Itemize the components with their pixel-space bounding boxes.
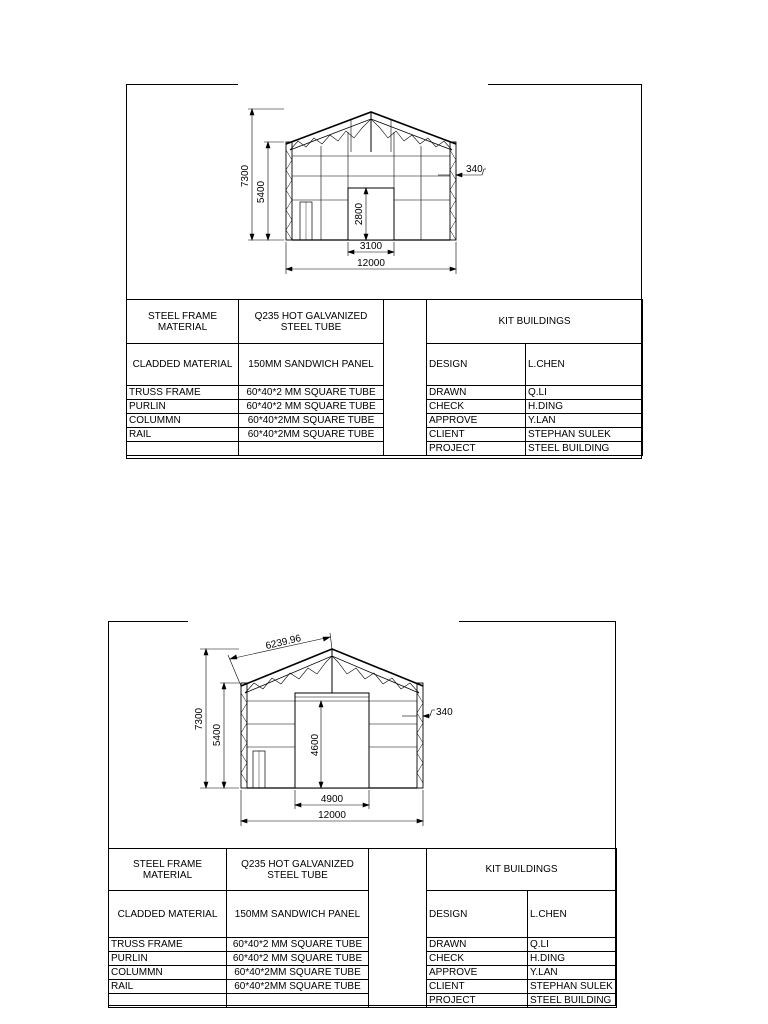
- role-value: STEPHAN SULEK: [526, 428, 643, 442]
- role-value: Y.LAN: [526, 414, 643, 428]
- role-value: H.DING: [528, 952, 617, 966]
- title-block-spacer: [384, 300, 427, 456]
- role-value: STEEL BUILDING: [528, 994, 617, 1008]
- role-label: APPROVE: [427, 414, 526, 428]
- component-label: TRUSS FRAME: [127, 386, 239, 400]
- role-value: H.DING: [526, 400, 643, 414]
- component-value: 60*40*2 MM SQUARE TUBE: [227, 938, 369, 952]
- cladding-value: 150MM SANDWICH PANEL: [239, 344, 384, 386]
- role-label: DRAWN: [427, 386, 526, 400]
- title-block-spacer: [369, 849, 427, 1008]
- sheet-1-title-block: [126, 299, 643, 456]
- sheet-1-dimension-labels: [240, 164, 483, 269]
- role-label: DRAWN: [427, 938, 528, 952]
- role-value: STEEL BUILDING: [526, 442, 643, 456]
- role-label: PROJECT: [427, 442, 526, 456]
- cladding-value: 150MM SANDWICH PANEL: [227, 891, 369, 938]
- component-label: RAIL: [109, 980, 227, 994]
- component-value: 60*40*2 MM SQUARE TUBE: [239, 400, 384, 414]
- role-label: CLIENT: [427, 428, 526, 442]
- dim-door-height: 2800: [354, 202, 365, 226]
- design-label: DESIGN: [427, 344, 526, 386]
- dim-total-height: 7300: [194, 707, 205, 731]
- component-label: COLUMMN: [109, 966, 227, 980]
- component-value: 60*40*2MM SQUARE TUBE: [227, 980, 369, 994]
- component-value: 60*40*2MM SQUARE TUBE: [239, 414, 384, 428]
- component-value: 60*40*2 MM SQUARE TUBE: [227, 952, 369, 966]
- drawing-sheet-2: [108, 621, 616, 1006]
- role-value: Q.LI: [526, 386, 643, 400]
- dim-span: 12000: [357, 258, 385, 269]
- sheet-2-elevation: [241, 649, 423, 788]
- sheet-2-title-block: [108, 848, 617, 1008]
- empty-cell: [127, 442, 239, 456]
- dim-door-width: 4900: [320, 794, 344, 805]
- component-label: RAIL: [127, 428, 239, 442]
- dim-eave-height: 5400: [256, 180, 267, 204]
- cladding-label: CLADDED MATERIAL: [109, 891, 227, 938]
- empty-cell: [239, 442, 384, 456]
- empty-cell: [109, 994, 227, 1008]
- role-label: CHECK: [427, 400, 526, 414]
- drawing-title: KIT BUILDINGS: [427, 849, 617, 891]
- component-value: 60*40*2 MM SQUARE TUBE: [239, 386, 384, 400]
- component-value: 60*40*2MM SQUARE TUBE: [227, 966, 369, 980]
- role-label: APPROVE: [427, 966, 528, 980]
- role-value: Y.LAN: [528, 966, 617, 980]
- design-label: DESIGN: [427, 891, 528, 938]
- frame-material-value: Q235 HOT GALVANIZED STEEL TUBE: [239, 300, 384, 344]
- role-value: STEPHAN SULEK: [528, 980, 617, 994]
- component-value: 60*40*2MM SQUARE TUBE: [239, 428, 384, 442]
- design-value: L.CHEN: [526, 344, 643, 386]
- drawing-sheet-1: [126, 84, 642, 459]
- component-label: COLUMMN: [127, 414, 239, 428]
- role-label: PROJECT: [427, 994, 528, 1008]
- dim-door-width: 3100: [359, 241, 383, 252]
- design-value: L.CHEN: [528, 891, 617, 938]
- empty-cell: [227, 994, 369, 1008]
- frame-material-value: Q235 HOT GALVANIZED STEEL TUBE: [227, 849, 369, 891]
- role-label: CHECK: [427, 952, 528, 966]
- sheet-1-elevation: [286, 112, 456, 240]
- dim-door-height: 4600: [310, 733, 321, 757]
- dim-wall-offset: 340: [436, 707, 453, 718]
- component-label: PURLIN: [109, 952, 227, 966]
- frame-material-label: STEEL FRAME MATERIAL: [109, 849, 227, 891]
- component-label: TRUSS FRAME: [109, 938, 227, 952]
- dim-wall-offset: 340: [466, 164, 483, 175]
- drawing-title: KIT BUILDINGS: [427, 300, 643, 344]
- dim-rafter-length: 6239.96: [264, 633, 303, 652]
- component-label: PURLIN: [127, 400, 239, 414]
- frame-material-label: STEEL FRAME MATERIAL: [127, 300, 239, 344]
- role-value: Q.LI: [528, 938, 617, 952]
- dim-span: 12000: [318, 810, 346, 821]
- dim-total-height: 7300: [240, 164, 251, 188]
- role-label: CLIENT: [427, 980, 528, 994]
- cladding-label: CLADDED MATERIAL: [127, 344, 239, 386]
- dim-eave-height: 5400: [212, 723, 223, 747]
